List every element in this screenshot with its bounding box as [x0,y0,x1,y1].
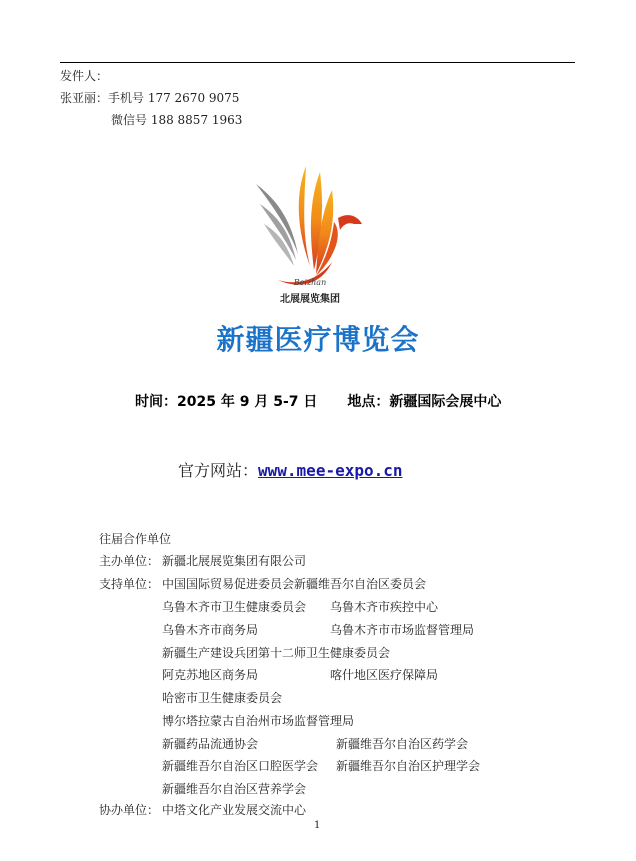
co-label: 协办单位： [99,803,160,817]
support-item: 新疆生产建设兵团第十二师卫生健康委员会 [162,646,391,660]
host-org: 新疆北展展览集团有限公司 [162,554,307,568]
support-first: 中国国际贸易促进委员会新疆维吾尔自治区委员会 [162,577,427,591]
sender-contact: 张亚丽：手机号 177 2670 9075 [60,91,240,105]
support-item: 新疆维吾尔自治区药学会 [336,737,469,751]
header-rule [60,62,575,63]
event-time-place [135,391,501,411]
phoenix-logo-icon [250,162,370,310]
support-item: 哈密市卫生健康委员会 [162,691,283,705]
support-item: 乌鲁木齐市疾控中心 [330,600,439,614]
page-number: 1 [314,820,321,831]
support-item: 博尔塔拉蒙古自治州市场监督管理局 [162,714,355,728]
support-item: 乌鲁木齐市市场监督管理局 [330,623,475,637]
official-site [178,458,403,481]
logo-name-text: 北展展览集团 [280,294,340,305]
support-item: 新疆药品流通协会 [162,737,259,751]
beizhan-logo [250,162,370,310]
logo-latin-text: Beizhan [293,278,327,287]
support-label: 支持单位： [99,577,160,591]
site-label: 官方网站： [178,461,259,480]
support-item: 阿克苏地区商务局 [162,668,259,682]
support-item: 新疆维吾尔自治区营养学会 [162,782,307,796]
sender-label: 发件人： [60,69,109,83]
page-title: 新疆医疗博览会 [216,323,420,356]
site-link[interactable]: www.mee-expo.cn [258,461,403,480]
support-item: 新疆维吾尔自治区口腔医学会 [162,759,319,773]
event-place: 地点：新疆国际会展中心 [347,394,502,410]
support-item: 新疆维吾尔自治区护理学会 [336,759,481,773]
support-item: 喀什地区医疗保障局 [330,668,439,682]
support-item: 乌鲁木齐市商务局 [162,623,259,637]
support-item: 乌鲁木齐市卫生健康委员会 [162,600,307,614]
partners-heading: 往届合作单位 [99,532,172,546]
sender-wechat: 微信号 188 8857 1963 [111,113,243,127]
event-time: 时间：2025 年 9 月 5-7 日 [135,394,318,410]
host-label: 主办单位： [99,554,160,568]
co-org: 中塔文化产业发展交流中心 [162,803,307,817]
